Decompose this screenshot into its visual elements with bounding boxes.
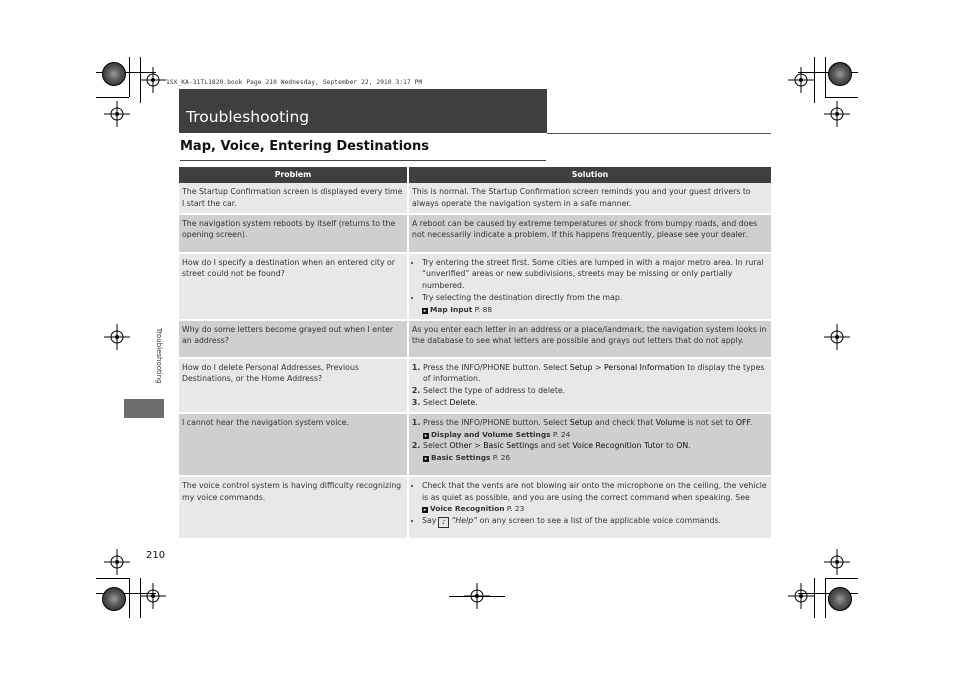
talk-button-icon: ♪: [438, 517, 449, 528]
table-row: [179, 320, 771, 358]
solution-bullet: • Check that the vents are not blowing air onto the microphone on the ceiling, the vehicle is as quiet as possible, and you are using the correct command when speaking. See ▸ Voice Recognition P. 23: [422, 480, 768, 515]
title-divider: [547, 133, 771, 134]
registration-target-icon: [104, 324, 130, 350]
table-row: [179, 214, 771, 253]
table-row: [179, 413, 771, 476]
problem-cell: I cannot hear the navigation system voice.: [179, 413, 408, 476]
registration-target-icon: [824, 549, 850, 575]
registration-target-icon: [104, 549, 130, 575]
registration-target-icon: [140, 583, 166, 609]
section-title: Map, Voice, Entering Destinations: [180, 139, 429, 154]
problem-cell: The Startup Confirmation screen is displayed every time I start the car.: [179, 183, 408, 214]
solution-cell: [408, 253, 771, 320]
page-number: 210: [146, 550, 166, 561]
side-chapter-label: Troubleshooting: [155, 328, 163, 384]
registration-target-icon: [788, 583, 814, 609]
reference-arrow-icon: ▸: [424, 432, 428, 439]
solution-list: [412, 257, 768, 316]
reference-arrow-icon: ▸: [423, 307, 427, 314]
table-row: [179, 183, 771, 214]
registration-target-icon: [140, 67, 166, 93]
problem-cell: Why do some letters become grayed out when I enter an address?: [179, 320, 408, 358]
page-reference[interactable]: ▸ Display and Volume Settings P. 24: [424, 429, 571, 439]
table-row: [179, 476, 771, 539]
chapter-tab: [124, 399, 164, 418]
table-row: [179, 253, 771, 320]
reference-arrow-icon: ▸: [424, 456, 428, 463]
solution-cell: As you enter each letter in an address or a place/landmark, the navigation system looks in the database to see what letters are possible and grays out letters that do not apply.: [408, 320, 771, 358]
registration-target-icon: [788, 67, 814, 93]
solution-steps: [412, 417, 768, 464]
problem-cell: The voice control system is having difficulty recognizing my voice commands.: [179, 476, 408, 539]
solution-step: 2. Select Other > Basic Settings and set Voice Recognition Tutor to ON. ▸ Basic Settings P. 26: [423, 440, 768, 464]
solution-cell: [408, 476, 771, 539]
print-file-info: 1SX_KA-31TL1820.book Page 210 Wednesday, September 22, 2010 3:17 PM: [166, 79, 423, 86]
registration-target-icon: [824, 324, 850, 350]
solution-list: [412, 480, 768, 528]
registration-dot-icon: [828, 587, 852, 611]
registration-dot-icon: [102, 62, 126, 86]
registration-dot-icon: [102, 587, 126, 611]
page-title: Troubleshooting: [186, 108, 310, 126]
registration-dot-icon: [828, 62, 852, 86]
solution-step: 3. Select Delete.: [423, 397, 768, 409]
registration-target-icon: [104, 101, 130, 127]
troubleshooting-table: [179, 167, 771, 540]
solution-bullet: • Say ♪ “Help” on any screen to see a list of the applicable voice commands.: [422, 515, 768, 528]
solution-cell: [408, 413, 771, 476]
solution-cell: [408, 358, 771, 413]
solution-bullet: • Try selecting the destination directly from the map. ▸ Map Input P. 88: [422, 292, 768, 316]
registration-target-icon: [824, 101, 850, 127]
reference-arrow-icon: ▸: [423, 507, 427, 514]
solution-bullet: • Try entering the street first. Some cities are lumped in with a major metro area. In rural “unverified” areas or new subdivisions, streets may be missing or only partially numbered.: [422, 257, 768, 292]
solution-step: 1. Press the INFO/PHONE button. Select Setup > Personal Information to display the types of information.: [423, 362, 768, 386]
solution-step: 2. Select the type of address to delete.: [423, 385, 768, 397]
registration-target-icon: [464, 583, 490, 609]
page-reference[interactable]: ▸ Basic Settings P. 26: [424, 453, 511, 463]
solution-steps: [412, 362, 768, 409]
problem-cell: The navigation system reboots by itself (returns to the opening screen).: [179, 214, 408, 253]
page-reference[interactable]: ▸ Map Input P. 88: [423, 304, 493, 314]
solution-cell: A reboot can be caused by extreme temperatures or shock from bumpy roads, and does not necessarily indicate a problem. If this happens frequently, please see your dealer.: [408, 214, 771, 253]
problem-cell: How do I delete Personal Addresses, Previous Destinations, or the Home Address?: [179, 358, 408, 413]
table-header-row: [179, 167, 771, 183]
page-reference[interactable]: ▸ Voice Recognition P. 23: [423, 504, 525, 514]
table-row: [179, 358, 771, 413]
solution-step: 1. Press the INFO/PHONE button. Select Setup and check that Volume is not set to OFF. ▸ Display and Volume Settings P. 24: [423, 417, 768, 441]
column-header-solution: Solution: [408, 167, 771, 183]
problem-cell: How do I specify a destination when an entered city or street could not be found?: [179, 253, 408, 320]
section-divider: [180, 160, 546, 161]
solution-cell: This is normal. The Startup Confirmation screen reminds you and your guest drivers to always operate the navigation system in a safe manner.: [408, 183, 771, 214]
column-header-problem: Problem: [179, 167, 408, 183]
